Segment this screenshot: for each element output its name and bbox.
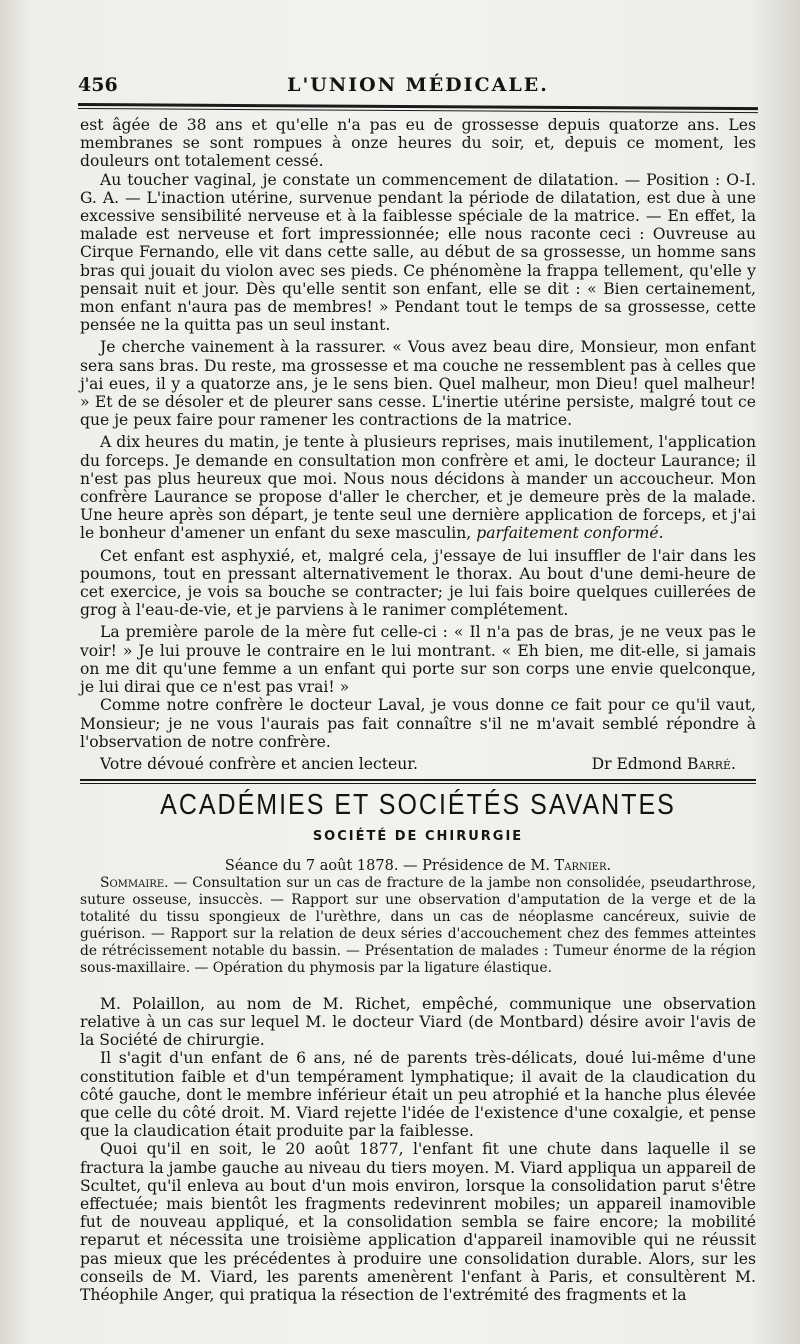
letter-paragraph: La première parole de la mère fut celle-ci : « Il n'a pas de bras, je ne veux pas le voir! » Je lui prouve le contraire en le lui montrant. « Eh bien, me dit-elle, si jamais on me dit qu'une femme a un enfant qui porte sur son corps une envie quelconque, je lui dirai que ce n'est pas vrai! »: [80, 623, 756, 697]
report-paragraph: M. Polaillon, au nom de M. Richet, empêché, communique une observation relative à un cas sur lequel M. le docteur Viard (de Montbard) désire avoir l'avis de la Société de chirurgie.: [80, 994, 756, 1050]
signature-name: Barré.: [687, 754, 736, 773]
summary-label: Sommaire.: [100, 874, 169, 891]
closing-salutation: Votre dévoué confrère et ancien lecteur.: [100, 754, 418, 773]
report-body: [80, 995, 756, 1304]
letter-paragraph: [80, 433, 756, 542]
page-number: 456: [78, 74, 118, 96]
page-content: [80, 116, 756, 1304]
page-header: [78, 72, 758, 102]
letter-paragraph: Comme notre confrère le docteur Laval, je vous donne ce fait pour ce qu'il vaut, Monsieur; je ne vous l'aurais pas fait connaître s'il ne m'avait semblé répondre à l'observation de notre confrère.: [80, 696, 756, 751]
letter-paragraph: est âgée de 38 ans et qu'elle n'a pas eu de grossesse depuis quatorze ans. Les membranes se sont rompues à onze heures du soir, et, depuis ce moment, les douleurs ont totalement cessé.: [80, 116, 756, 171]
report-paragraph: Quoi qu'il en soit, le 20 août 1877, l'enfant fit une chute dans laquelle il se fractura la jambe gauche au niveau du tiers moyen. M. Viard appliqua un appareil de Scultet, qu'il enleva au bout d'un mois environ, lorsque la consolidation parut s'être effectuée; mais bientôt les fragments redevinrent mobiles; un appareil inamovible fut de nouveau appliqué, et la consolidation sembla se faire encore; la mobilité reparut et nécessita une troisième application d'appareil inamovible qui ne réussit pas mieux que les précédentes à produire une consolidation durable. Alors, sur les conseils de M. Viard, les parents amenèrent l'enfant à Paris, et consultèrent M. Théophile Anger, qui pratiqua la résection de l'extrémité des fragments et la: [80, 1140, 756, 1304]
letter-paragraph: Je cherche vainement à la rassurer. « Vous avez beau dire, Monsieur, mon enfant sera sans bras. Du reste, ma grossesse et ma couche ne ressemblent pas à celles que j'ai eues, il y a quatorze ans, je le sens bien. Quel malheur, mon Dieu! quel malheur! » Et de se désoler et de pleurer sans cesse. L'inertie utérine persiste, malgré tout ce que je peux faire pour ramener les contractions de la matrice.: [80, 338, 756, 430]
president-name: Tarnier.: [554, 857, 612, 874]
section-title: ACADÉMIES ET SOCIÉTÉS SAVANTES: [160, 788, 676, 822]
letter-paragraph: Au toucher vaginal, je constate un commencement de dilatation. — Position : O-I. G. A. — L'inaction utérine, survenue pendant la période de dilatation, est due à une excessive sensibilité nerveuse et à la faiblesse spéciale de la matrice. — En effet, la malade est nerveuse et fort impressionnée; elle nous raconte ceci : Ouvreuse au Cirque Fernando, elle vit dans cette salle, au début de sa grossesse, un homme sans bras qui jouait du violon avec ses pieds. Ce phénomène la frappa tellement, qu'elle y pensait nuit et jour. Dès qu'elle sentit son enfant, elle se dit : « Bien certainement, mon enfant n'aura pas de membres! » Pendant tout le temps de sa grossesse, cette pensée ne la quitta pas un seul instant.: [80, 170, 756, 335]
section-rule: [80, 779, 756, 781]
signature-line: [80, 755, 756, 773]
letter-text: A dix heures du matin, je tente à plusieurs reprises, mais inutilement, l'application du forceps. Je demande en consultation mon confrère et ami, le docteur Laurance; il n'est pas plus heureux que moi. Nous nous décidons à mander un accoucheur. Mon confrère Laurance se propose d'aller le chercher, et je demeure près de la malade. Une heure après son départ, je tente seul une dernière application de forceps, et j'ai le bonheur d'amener un enfant du sexe masculin,: [80, 433, 756, 543]
running-head: L'UNION MÉDICALE.: [287, 74, 549, 96]
section-rule-thin: [80, 783, 756, 784]
letter-paragraph: Cet enfant est asphyxié, et, malgré cela, j'essaye de lui insuffler de l'air dans les poumons, tout en pressant alternativement le thorax. Au bout d'une demi-heure de cet exercice, je vois sa bouche se contracter; je lui fais boire quelques cuillerées de grog à l'eau-de-vie, et je parviens à le ranimer complétement.: [80, 546, 756, 620]
seance-text: Séance du 7 août 1878. — Présidence de M.: [224, 857, 550, 874]
report-paragraph: Il s'agit d'un enfant de 6 ans, né de parents très-délicats, doué lui-même d'une constitution faible et d'un tempérament lymphatique; il avait de la claudication du côté gauche, dont le membre inférieur était un peu atrophié et la hanche plus élevée que celle du côté droit. M. Viard rejette l'idée de l'existence d'une coxalgie, et pense que la claudication était produite par la faiblesse.: [80, 1049, 756, 1141]
seance-line: [80, 857, 756, 875]
society-heading: SOCIÉTÉ DE CHIRURGIE: [312, 829, 524, 845]
summary-paragraph: [80, 875, 756, 977]
signature-prefix: Dr Edmond: [591, 754, 683, 773]
italic-emphasis: parfaitement conformé.: [476, 524, 664, 543]
signature: [592, 755, 736, 773]
summary-text: — Consultation sur un cas de fracture de la jambe non consolidée, pseudarthrose, suture osseuse, insuccès. — Rapport sur une observation d'amputation de la verge et de la totalité du tissu spongieux de l'urèthre, dans un cas de néoplasme cancéreux, suivie de guérison. — Rapport sur la relation de deux séries d'accouchement chez des femmes atteintes de rétrécissement notable du bassin. — Présentation de malades : Tumeur énorme de la région sous-maxillaire. — Opération du phymosis par la ligature élastique.: [80, 874, 757, 976]
